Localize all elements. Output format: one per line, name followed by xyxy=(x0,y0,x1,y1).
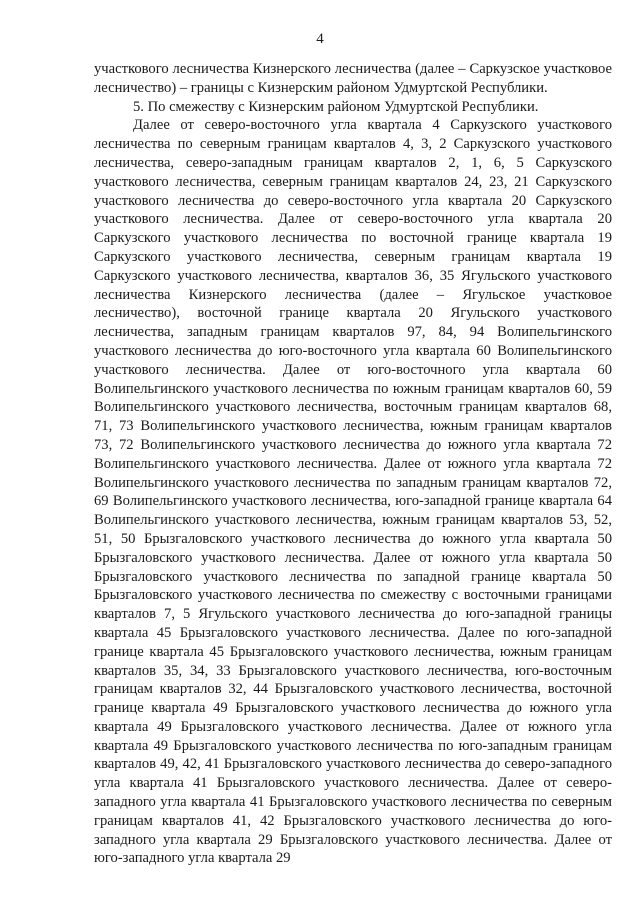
page-number: 4 xyxy=(316,31,324,47)
paragraph-3: Далее от северо-восточного угла квартала 4 Саркузского участкового лесничества по северным границам кварталов 4, 3, 2 Саркузского участкового лесничества, северо-западным границам кварталов 2, 1, 6, 5 Саркузского участкового лесничества, северным границам кварталов 24, 23, 21 Саркузского участкового лесничества до северо-восточного угла квартала 20 Саркузского участкового лесничества. Далее от северо-восточного угла квартала 20 Саркузского участкового лесничества по восточной границе квартала 19 Саркузского участкового лесничества, северным границам квартала 19 Саркузского участкового лесничества, кварталов 36, 35 Ягульского участкового лесничества Кизнерского лесничества (далее – Ягульское участковое лесничество), восточной границе квартала 20 Ягульского участкового лесничества, западным границам кварталов 97, 84, 94 Волипельгинского участкового лесничества до юго-восточного угла квартала 60 Волипельгинского участкового лесничества. Далее от юго-восточного угла квартала 60 Волипельгинского участкового лесничества по южным границам кварталов 60, 59 Волипельгинского участкового лесничества, восточным границам кварталов 68, 71, 73 Волипельгинского участкового лесничества, южным границам кварталов 73, 72 Волипельгинского участкового лесничества до южного угла квартала 72 Волипельгинского участкового лесничества. Далее от южного угла квартала 72 Волипельгинского участкового лесничества по западным границам кварталов 72, 69 Волипельгинского участкового лесничества, юго-западной границе квартала 64 Волипельгинского участкового лесничества, южным границам кварталов 53, 52, 51, 50 Брызгаловского участкового лесничества до южного угла квартала 50 Брызгаловского участкового лесничества. Далее от южного угла квартала 50 Брызгаловского участкового лесничества по западной границе квартала 50 Брызгаловского участкового лесничества по смежеству с восточными границами кварталов 7, 5 Ягульского участкового лесничества до юго-западной границы квартала 45 Брызгаловского участкового лесничества. Далее по юго-западной границе квартала 45 Брызгаловского участкового лесничества, южным границам кварталов 35, 34, 33 Брызгаловского участкового лесничества, юго-восточным границам кварталов 32, 44 Брызгаловского участкового лесничества, восточной границе квартала 49 Брызгаловского участкового лесничества до южного угла квартала 49 Брызгаловского участкового лесничества. Далее от южного угла квартала 49 Брызгаловского участкового лесничества по юго-западным границам кварталов 49, 42, 41 Брызгаловского участкового лесничества до северо-западного угла квартала 41 Брызгаловского участкового лесничества. Далее от северо-западного угла квартала 41 Брызгаловского участкового лесничества по северным границам кварталов 41, 42 Брызгаловского участкового лесничества до юго-западного угла квартала 29 Брызгаловского участкового лесничества. Далее от юго-западного угла квартала 29 xyxy=(94,117,612,867)
document-body xyxy=(94,60,612,868)
paragraph-2: 5. По смежеству с Кизнерским районом Удмуртской Республики. xyxy=(133,98,539,115)
paragraph-1: участкового лесничества Кизнерского лесничества (далее – Саркузское участковое лесничество) – границы с Кизнерским районом Удмуртской Республики. xyxy=(94,61,612,96)
